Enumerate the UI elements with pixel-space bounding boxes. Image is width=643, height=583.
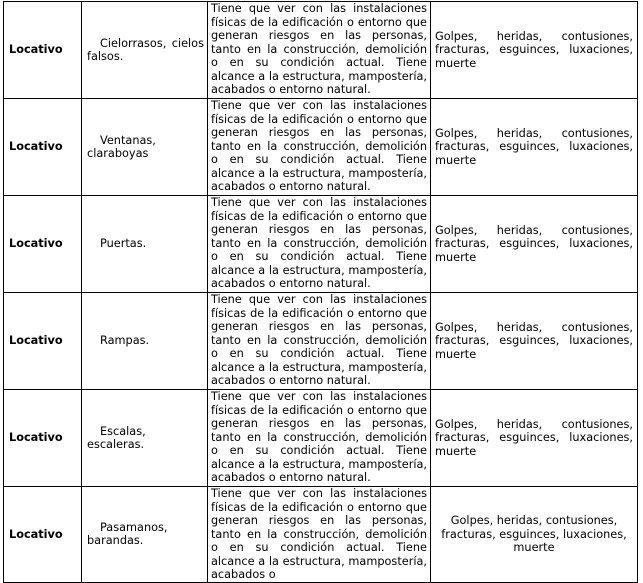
hazard-effects-text: Golpes, heridas, contusiones, fracturas, esguinces, luxaciones, muerte [435, 320, 633, 361]
table-row [4, 293, 638, 390]
hazard-description-cell: Tiene que ver con las instalaciones físicas de la edificación o entorno que generan riesgos en las personas, tanto en la construcción, demolición o en su condición actual. Tiene alcance a la estructura, mampostería, acabados o entorno natural. [208, 196, 431, 293]
table-row [4, 196, 638, 293]
hazard-item-cell [82, 2, 208, 99]
hazard-type-cell: Locativo [4, 293, 82, 390]
hazard-item-cell [82, 390, 208, 487]
table-row [4, 99, 638, 196]
hazard-item-text: Rampas. [100, 334, 150, 348]
hazard-effects-cell [431, 293, 638, 390]
hazard-item-text: Pasamanos, barandas. [87, 520, 168, 548]
hazard-effects-cell [431, 196, 638, 293]
hazard-effects-text: Golpes, heridas, contusiones, fracturas, esguinces, luxaciones, muerte [435, 223, 633, 264]
hazard-description-cell: Tiene que ver con las instalaciones físicas de la edificación o entorno que generan riesgos en las personas, tanto en la construcción, demolición o en su condición actual. Tiene alcance a la estructura, mampostería, acabados o entorno natural. [208, 390, 431, 487]
hazard-type-cell: Locativo [4, 2, 82, 99]
hazard-item-cell [82, 293, 208, 390]
hazard-type-cell: Locativo [4, 99, 82, 196]
table-row [4, 2, 638, 99]
hazard-item-cell [82, 99, 208, 196]
hazard-item-cell [82, 487, 208, 583]
hazard-effects-cell [431, 390, 638, 487]
hazard-type-cell: Locativo [4, 196, 82, 293]
hazard-item-text: Ventanas, claraboyas [87, 133, 156, 160]
hazard-description-cell: Tiene que ver con las instalaciones físicas de la edificación o entorno que generan riesgos en las personas, tanto en la construcción, demolición o en su condición actual. Tiene alcance a la estructura, mampostería, acabados o entorno natural. [208, 293, 431, 390]
hazard-description-cell: Tiene que ver con las instalaciones físicas de la edificación o entorno que generan riesgos en las personas, tanto en la construcción, demolición o en su condición actual. Tiene alcance a la estructura, mampostería, acabados o entorno natural. [208, 2, 431, 99]
table-row [4, 487, 638, 583]
hazard-item-text: Cielorrasos, cielos falsos. [87, 36, 204, 63]
hazard-effects-cell [431, 99, 638, 196]
hazard-description-cell: Tiene que ver con las instalaciones físicas de la edificación o entorno que generan riesgos en las personas, tanto en la construcción, demolición o en su condición actual. Tiene alcance a la estructura, mampostería, acabados o [208, 487, 431, 583]
hazard-type-cell: Locativo [4, 390, 82, 487]
hazard-effects-cell [431, 487, 638, 583]
hazard-item-cell [82, 196, 208, 293]
hazard-effects-text: Golpes, heridas, contusiones, fracturas, esguinces, luxaciones, muerte [441, 514, 627, 554]
hazard-type-cell: Locativo [4, 487, 82, 583]
hazard-item-text: Puertas. [100, 237, 147, 251]
hazard-item-text: Escalas, escaleras. [87, 424, 146, 451]
hazard-effects-text: Golpes, heridas, contusiones, fracturas, esguinces, luxaciones, muerte [435, 29, 633, 70]
hazard-effects-cell [431, 2, 638, 99]
hazard-effects-text: Golpes, heridas, contusiones, fracturas, esguinces, luxaciones, muerte [435, 126, 633, 167]
table-row [4, 390, 638, 487]
hazard-description-cell: Tiene que ver con las instalaciones físicas de la edificación o entorno que generan riesgos en las personas, tanto en la construcción, demolición o en su condición actual. Tiene alcance a la estructura, mampostería, acabados o entorno natural. [208, 99, 431, 196]
hazard-effects-text: Golpes, heridas, contusiones, fracturas, esguinces, luxaciones, muerte [435, 417, 633, 458]
hazard-table [3, 1, 638, 583]
